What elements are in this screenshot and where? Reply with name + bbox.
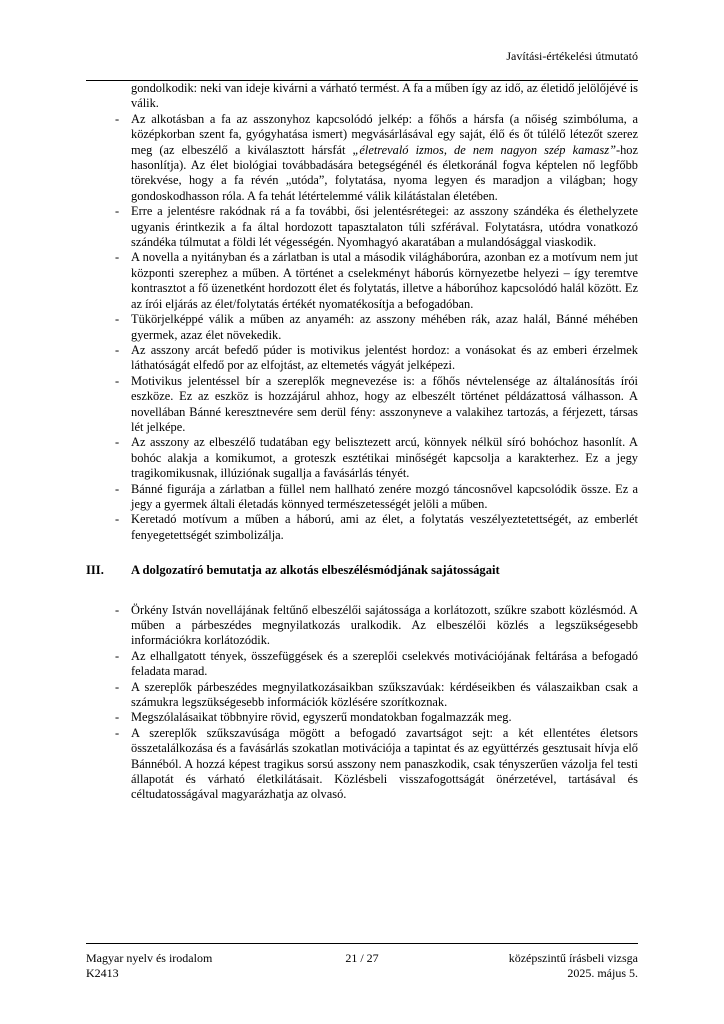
list-item-text: Az asszony az elbeszélő tudatában egy belisztezett arcú, könnyek nélkül síró bohóchoz hasonlít. A bohóc alakja a komikumot, a groteszk esztétikai minőségét kapcsolja a karakterhez. Ez a jegy tragikomikusnak, illúziónak sugallja a favásárlás tényét. xyxy=(131,435,638,481)
list-item xyxy=(86,250,638,312)
continued-paragraph: gondolkodik: neki van ideje kivárni a várható termést. A fa a műben így az idő, az életidő jelölőjévé is válik. xyxy=(131,81,638,111)
list-dash: - xyxy=(115,435,120,450)
list-dash: - xyxy=(115,602,120,617)
list-item-quote: „életrevaló izmos, de nem nagyon szép kamasz” xyxy=(352,142,616,157)
list-dash: - xyxy=(115,679,120,694)
bullet-list-interpretation xyxy=(86,112,638,543)
list-dash: - xyxy=(115,342,120,357)
page-body xyxy=(86,81,638,803)
list-dash: - xyxy=(115,111,120,126)
list-item xyxy=(86,512,638,543)
list-item-text: A szereplők párbeszédes megnyilatkozásaikban szűkszavúak: kérdéseikben és válaszaikban csak a számukra legszükségesebb információk közlésére szorítkoznak. xyxy=(131,679,638,710)
list-dash: - xyxy=(115,725,120,740)
list-dash: - xyxy=(115,373,120,388)
list-item xyxy=(86,204,638,250)
list-item-text: Erre a jelentésre rakódnak rá a fa további, ősi jelentésrétegei: az asszony szándéka és élethelyzete ugyanis érintkezik a fa által hordozott tapasztalaton túli szférával. Folytatásra, utódra vonatkozó szándéka túlmutat a földi lét végességén. Nyomhagyó akaratában a mulandósággal viaskodik. xyxy=(131,204,638,250)
footer-rule xyxy=(86,943,638,944)
list-dash: - xyxy=(115,710,120,725)
list-item xyxy=(86,112,638,204)
footer-subject: Magyar nyelv és irodalom xyxy=(86,951,213,965)
list-dash: - xyxy=(115,204,120,219)
list-item xyxy=(86,680,638,711)
list-item xyxy=(86,710,638,725)
list-item-text: Bánné figurája a zárlatban a füllel nem hallható zenére mozgó táncosnővel kapcsolódik össze. Ez a jegy a gyermek általi életadás könnyed természetességét jelöli a műben. xyxy=(131,481,638,511)
list-item-text: Az asszony arcát befedő púder is motivikus jelentést hordoz: a vonásokat és az emberi érzelmek láthatóságát elfedő por az elfojtást, az eltemetés vágyát jelképezi. xyxy=(131,342,638,373)
list-dash: - xyxy=(115,512,120,527)
section-heading xyxy=(86,563,638,578)
list-dash: - xyxy=(115,648,120,663)
section-number: III. xyxy=(86,563,104,578)
list-dash: - xyxy=(115,250,120,265)
list-item-text: Örkény István novellájának feltűnő elbeszélői sajátossága a korlátozott, szűkre szabott közlésmód. A műben a párbeszédes megnyilatkozás uralkodik. Az elbeszélői közlés a legszükségesebb információkra korlátozódik. xyxy=(131,602,638,648)
list-item xyxy=(86,374,638,436)
list-item-text: Az elhallgatott tények, összefüggések és a szereplői cselekvés motivációjának feltárása a befogadó feladata marad. xyxy=(131,648,638,679)
list-item-text: Keretadó motívum a műben a háború, ami az élet, a folytatás veszélyeztetettségét, az emberlét fenyegetettségét szimbolizálja. xyxy=(131,512,638,542)
list-item-text: Tükörjelképpé válik a műben az anyaméh: az asszony méhében rák, azaz halál, Bánné méhében gyermek, azaz élet növekedik. xyxy=(131,312,638,342)
footer-right xyxy=(509,951,638,981)
list-item xyxy=(86,435,638,481)
footer-code: K2413 xyxy=(86,966,119,980)
list-item xyxy=(86,343,638,374)
page-number: 21 / 27 xyxy=(345,951,379,965)
bullet-list-narration xyxy=(86,603,638,803)
section-title: A dolgozatíró bemutatja az alkotás elbeszélésmódjának sajátosságait xyxy=(131,563,500,578)
list-item xyxy=(86,603,638,649)
list-dash: - xyxy=(115,481,120,496)
list-item-text: Motivikus jelentéssel bír a szereplők megnevezése is: a főhős névtelensége az általánosítás írói eszköze. Ez az eszköz is hozzájárul ahhoz, hogy az elbeszélt történet példázattosá válhasson. A novellában Bánné keresztnevére sem derül fény: asszonyneve a valakihez tartozás, a férjezett, társas lét jelképe. xyxy=(131,373,638,434)
list-item-text: A novella a nyitányban és a zárlatban is utal a második világháborúra, azonban ez a motívum nem jut központi szerephez a műben. A történet a cselekményt háborús környezetbe helyezi – így teremtve kontrasztot a fő üzenetként hordozott élet és folytatás, illetve a háborúhoz kapcsolódó halál között. Ez az írói eljárás az élet/folytatás értékét nyomatékosítja a befogadóban. xyxy=(131,250,638,311)
list-item-text: Az alkotásban a fa az asszonyhoz kapcsolódó jelkép: a főhős a hársfa (a nőiség szimbóluma, a középkorban szent fa, gyógyhatása ismert) megvásárlásával egy saját, élő és őt túlélő létezőt szerez meg (az elbeszélő a kiválasztott hársfát xyxy=(131,111,638,157)
footer-exam: középszintű írásbeli vizsga xyxy=(508,951,638,965)
list-item-text: -hoz hasonlítja). Az élet biológiai továbbadására betegségénél és életkoránál fogva képtelen nő legfőbb törekvése, hogy a fa révén „utóda”, folytatása, nyoma legyen és maradjon a világban; hogy gondoskodhasson róla. A fa tehát létértelemmé válik kilátástalan életében. xyxy=(131,142,638,203)
list-item-text: A szereplők szűkszavúsága mögött a befogadó zavartságot sejt: a két ellentétes életsors összetalálkozása és a favásárlás szokatlan motivációja a tapintat és az együttérzés gesztusait hívja elő Bánnéból. A hozzá képest tragikus sorsú asszony nem panaszkodik, csak tényszerűen vázolja fel testi állapotát és várható életkilátásait. Közlésbeli visszafogottságát önérzetével, tartásával és céltudatosságával magyarázhatja az olvasó. xyxy=(131,725,638,802)
list-item xyxy=(86,726,638,803)
list-item xyxy=(86,649,638,680)
list-dash: - xyxy=(115,312,120,327)
list-item xyxy=(86,312,638,343)
footer-date: 2025. május 5. xyxy=(567,966,638,980)
running-header: Javítási-értékelési útmutató xyxy=(506,49,638,63)
list-item xyxy=(86,482,638,513)
list-item-text: Megszólalásaikat többnyire rövid, egyszerű mondatokban fogalmazzák meg. xyxy=(131,710,512,725)
